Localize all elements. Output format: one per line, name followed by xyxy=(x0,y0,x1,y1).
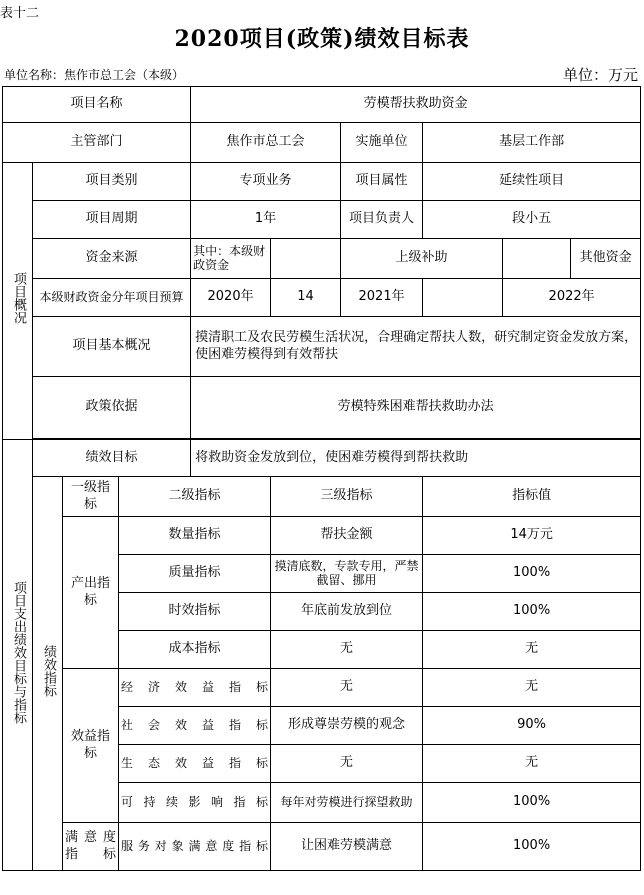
row-value: 无 xyxy=(423,631,641,669)
performance-table xyxy=(2,86,641,871)
budget-label: 本级财政资金分年项目预算 xyxy=(33,279,191,317)
category-value: 专项业务 xyxy=(191,163,341,201)
row-value: 100% xyxy=(423,555,641,593)
header-level2: 二级指标 xyxy=(119,477,271,517)
row-l3: 无 xyxy=(271,669,423,707)
fund-upper-value xyxy=(503,239,571,279)
fund-local: 其中：本级财政资金 xyxy=(191,239,271,279)
attr-value: 延续性项目 xyxy=(423,163,641,201)
policy-value: 劳模特殊困难帮扶救助办法 xyxy=(191,377,641,439)
fund-label: 资金来源 xyxy=(33,239,191,279)
row-value: 90% xyxy=(423,707,641,745)
row-value: 100% xyxy=(423,783,641,823)
row-l3: 无 xyxy=(271,745,423,783)
overview-section-label: 项目概况 xyxy=(3,163,33,440)
row-l2: 质量指标 xyxy=(119,555,271,593)
row-l3: 无 xyxy=(271,631,423,669)
row-value: 100% xyxy=(423,823,641,871)
impl-value: 基层工作部 xyxy=(423,123,641,163)
row-l3: 让困难劳模满意 xyxy=(271,823,423,871)
row-l2: 服务对象满意度指标 xyxy=(119,823,271,871)
header-level1: 一级指标 xyxy=(63,477,119,517)
leader-value: 段小五 xyxy=(423,201,641,239)
header-value: 指标值 xyxy=(423,477,641,517)
project-name: 劳模帮扶救助资金 xyxy=(191,87,641,123)
row-l2: 经济效益指标 xyxy=(119,669,271,707)
basic-value: 摸清职工及农民劳模生活状况，合理确定帮扶人数，研究制定资金发放方案，使困难劳模得到有效帮扶 xyxy=(191,317,641,377)
goal-value: 将救助资金发放到位，使困难劳模得到帮扶救助 xyxy=(191,440,641,477)
year-2021-value xyxy=(423,279,503,317)
policy-label: 政策依据 xyxy=(33,377,191,439)
row-value: 14万元 xyxy=(423,517,641,555)
row-l2: 成本指标 xyxy=(119,631,271,669)
row-value: 无 xyxy=(423,669,641,707)
year-2020-value: 14 xyxy=(271,279,341,317)
basic-label: 项目基本概况 xyxy=(33,317,191,377)
row-value: 无 xyxy=(423,745,641,783)
header-level3: 三级指标 xyxy=(271,477,423,517)
performance-section-label: 项目支出绩效目标与指标 xyxy=(3,440,33,871)
row-l2: 生态效益指标 xyxy=(119,745,271,783)
fund-upper-label: 上级补助 xyxy=(341,239,503,279)
row-l3: 摸清底数，专款专用，严禁截留、挪用 xyxy=(271,555,423,593)
satisfaction-label: 满意度指标 xyxy=(63,823,119,871)
row-l2: 社会效益指标 xyxy=(119,707,271,745)
row-l2: 时效指标 xyxy=(119,593,271,631)
goal-label: 绩效目标 xyxy=(33,440,191,477)
period-value: 1年 xyxy=(191,201,341,239)
row-value: 100% xyxy=(423,593,641,631)
year-2020: 2020年 xyxy=(191,279,271,317)
dept-label: 主管部门 xyxy=(3,123,191,163)
row-l3: 帮扶金额 xyxy=(271,517,423,555)
indicator-label: 绩效指标 xyxy=(33,477,63,871)
output-label: 产出指标 xyxy=(63,517,119,669)
row-l3: 年底前发放到位 xyxy=(271,593,423,631)
dept-value: 焦作市总工会 xyxy=(191,123,341,163)
fund-other-label: 其他资金 xyxy=(571,239,641,279)
year-2022: 2022年 xyxy=(503,279,641,317)
page-title: 2020项目(政策)绩效目标表 xyxy=(174,26,470,52)
category-label: 项目类别 xyxy=(33,163,191,201)
year-2021: 2021年 xyxy=(341,279,423,317)
fund-local-value xyxy=(271,239,341,279)
period-label: 项目周期 xyxy=(33,201,191,239)
impl-label: 实施单位 xyxy=(341,123,423,163)
project-name-label: 项目名称 xyxy=(3,87,191,123)
row-l3: 每年对劳模进行探望救助 xyxy=(271,783,423,823)
table-number: 表十二 xyxy=(0,6,40,21)
attr-label: 项目属性 xyxy=(341,163,423,201)
benefit-label: 效益指标 xyxy=(63,669,119,823)
unit-name: 单位名称：焦作市总工会（本级） xyxy=(4,68,185,82)
row-l3: 形成尊崇劳模的观念 xyxy=(271,707,423,745)
row-l2: 可持续影响指标 xyxy=(119,783,271,823)
currency-unit: 单位：万元 xyxy=(562,66,638,84)
row-l2: 数量指标 xyxy=(119,517,271,555)
leader-label: 项目负责人 xyxy=(341,201,423,239)
